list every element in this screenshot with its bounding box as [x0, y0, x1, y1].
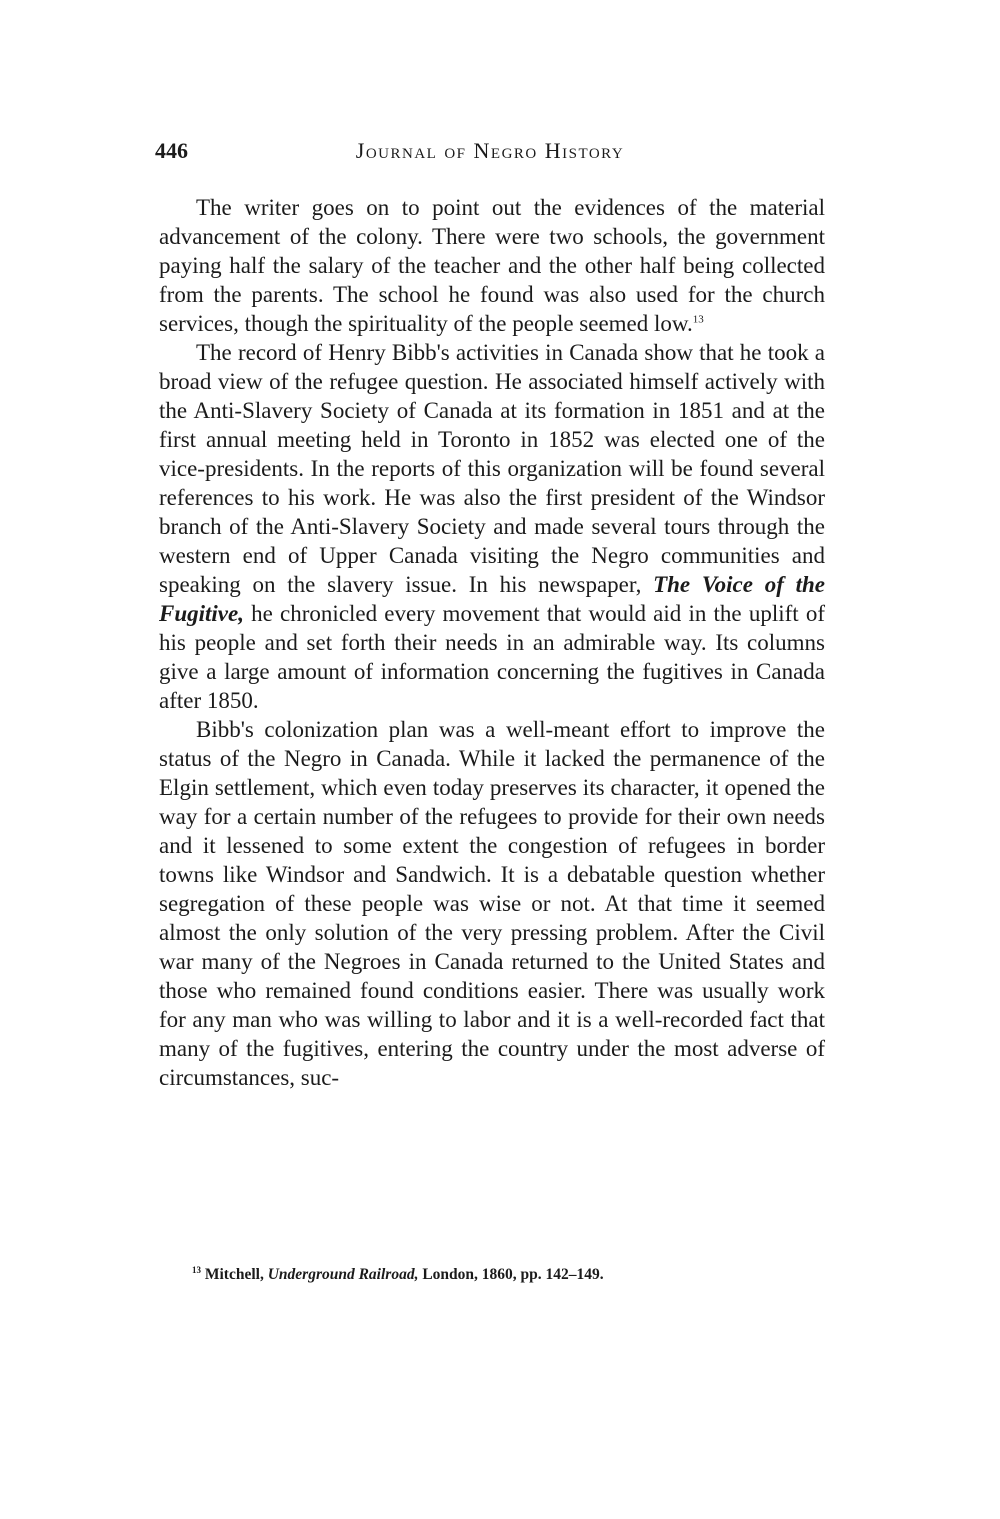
- footnote-citation: London, 1860, pp. 142–149.: [418, 1266, 604, 1283]
- paragraph-text: he chronicled every movement that would aid in the uplift of his people and set forth their needs in an admirable way. Its columns give a large amount of information concerning the fugitives in Canada after 1850.: [159, 601, 825, 713]
- paragraph-text: The record of Henry Bibb's activities in Canada show that he took a broad view of the refugee question. He associated himself actively with the Anti-Slavery Society of Canada at its formation in 1851 and at the first annual meeting held in Toronto in 1852 was elected one of the vice-presidents. In the reports of this organization will be found several references to his work. He was also the first president of the Windsor branch of the Anti-Slavery Society and made several tours through the western end of Upper Canada visiting the Negro communities and speaking on the slavery issue. In his newspaper,: [159, 340, 825, 597]
- paragraph-text: The writer goes on to point out the evidences of the material advancement of the colony. There were two schools, the government paying half the salary of the teacher and the other half being collected from the parents. The school he found was also used for the church services, though the spirituality of the people seemed low.: [159, 195, 825, 336]
- footnote-number: 13: [192, 1264, 201, 1275]
- newspaper-title: The Voice of the Fugitive,: [159, 572, 825, 626]
- paragraph: [159, 193, 825, 338]
- running-title: Journal of Negro History: [355, 138, 625, 163]
- footnote-author: Mitchell,: [204, 1266, 268, 1283]
- page-number: 446: [155, 138, 188, 163]
- footnote-title: Underground Railroad,: [267, 1266, 419, 1283]
- page-header: [155, 138, 825, 178]
- paragraph-text: Bibb's colonization plan was a well-meant effort to improve the status of the Negro in Canada. While it lacked the permanence of the Elgin settlement, which even today preserves its character, it opened the way for a certain number of the refugees to provide for their own needs and it lessened to some extent the congestion of refugees in border towns like Windsor and Sandwich. It is a debatable question whether segregation of these people was wise or not. At that time it seemed almost the only solution of the very pressing problem. After the Civil war many of the Negroes in Canada returned to the United States and those who remained found conditions easier. There was usually work for any man who was willing to labor and it is a well-recorded fact that many of the fugitives, entering the country under the most adverse of circumstances, suc-: [159, 717, 825, 1090]
- article-body: [159, 193, 825, 1092]
- footnote-reference: 13: [692, 313, 704, 326]
- paragraph: [159, 715, 825, 1092]
- footnote: [192, 1265, 832, 1285]
- paragraph: [159, 338, 825, 715]
